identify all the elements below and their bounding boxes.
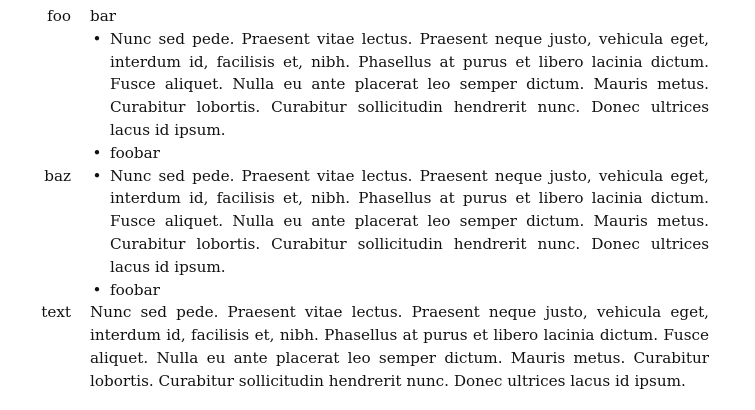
bullet-icon: • [92, 29, 102, 48]
bullet-icon: • [92, 143, 102, 162]
paragraph-text: Nunc sed pede. Praesent vitae lectus. Praesent neque justo, vehicula eget, interdum id, facilisis et, nibh. Phasellus at purus et libero lacinia dictum. Fusce aliquet. Nulla eu ante placerat leo semper dictum. Mauris metus. Curabitur lobortis. Curabitur sollicitudin hendrerit nunc. Donec ultrices lacus id ipsum. [90, 303, 709, 390]
definition-description [90, 165, 709, 302]
list-item-text: foobar [110, 143, 160, 162]
definition-lead-text: bar [90, 7, 117, 25]
bullet-icon: • [92, 280, 102, 299]
definition-term: text [41, 303, 71, 322]
definition-description [90, 5, 709, 165]
list-item [90, 279, 709, 302]
definition-entry-text [0, 301, 755, 392]
list-item-text: foobar [110, 280, 160, 299]
list-item-text: Nunc sed pede. Praesent vitae lectus. Praesent neque justo, vehicula eget, interdum id, facilisis et, nibh. Phasellus at purus et libero lacinia dictum. Fusce aliquet. Nulla eu ante placerat leo semper dictum. Mauris metus. Curabitur lobortis. Curabitur sollicitudin hendrerit nunc. Donec ultrices lacus id ipsum. [110, 29, 709, 139]
list-item [90, 28, 709, 142]
bullet-list [90, 28, 709, 165]
definition-term: baz [44, 166, 71, 185]
definition-entry-baz [0, 165, 755, 302]
description-list [0, 5, 755, 393]
bullet-list [90, 165, 709, 302]
definition-entry-foo [0, 5, 755, 165]
list-item [90, 142, 709, 165]
list-item-text: Nunc sed pede. Praesent vitae lectus. Praesent neque justo, vehicula eget, interdum id, facilisis et, nibh. Phasellus at purus et libero lacinia dictum. Fusce aliquet. Nulla eu ante placerat leo semper dictum. Mauris metus. Curabitur lobortis. Curabitur sollicitudin hendrerit nunc. Donec ultrices lacus id ipsum. [110, 166, 709, 276]
definition-term: foo [47, 7, 71, 25]
definition-description [90, 301, 709, 392]
list-item [90, 165, 709, 279]
bullet-icon: • [92, 166, 102, 185]
